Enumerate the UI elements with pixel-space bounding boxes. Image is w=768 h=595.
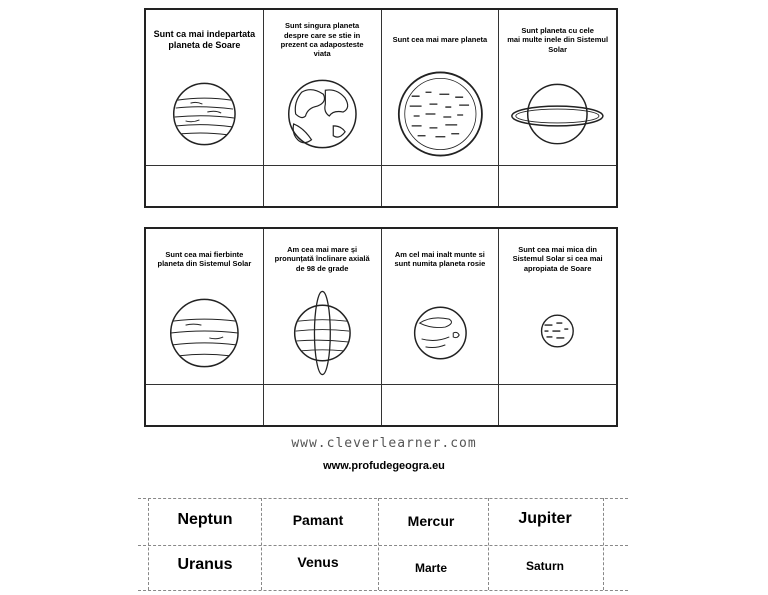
planet-icon: [146, 62, 263, 167]
cell-3: [382, 10, 500, 206]
cut-line-vertical: [488, 498, 489, 590]
cell-2: [264, 10, 382, 206]
clue-text: Sunt singura planeta despre care se stie in prezent ca adaposteste viata: [280, 21, 364, 59]
cell-7: [382, 229, 500, 425]
clue-text: Am cel mai inalt munte si sunt numita planeta rosie: [394, 249, 486, 268]
answer-box[interactable]: [146, 165, 263, 206]
answer-box[interactable]: [499, 384, 616, 425]
clue-text: Sunt ca mai indepartata planeta de Soare: [153, 28, 256, 50]
cell-8: [499, 229, 616, 425]
word-card-saturn[interactable]: Saturn: [525, 559, 564, 573]
cell-4: [499, 10, 616, 206]
answer-box[interactable]: [146, 384, 263, 425]
cut-line-vertical: [148, 498, 149, 590]
answer-box[interactable]: [499, 165, 616, 206]
word-card-pamant[interactable]: Pamant: [292, 512, 344, 528]
planet-icon: [382, 281, 499, 386]
cut-line-middle: [138, 545, 628, 546]
planet-icon: [382, 62, 499, 167]
clue-text: Sunt planeta cu cele mai multe inele din Sistemul Solar: [507, 25, 609, 54]
word-card-neptun[interactable]: Neptun: [177, 511, 233, 528]
cell-5: [146, 229, 264, 425]
clue-text: Sunt cea mai mica din Sistemul Solar si cea mai apropiata de Soare: [512, 244, 603, 273]
word-card-venus[interactable]: Venus: [297, 554, 339, 570]
word-card-marte[interactable]: Marte: [414, 561, 447, 575]
answer-box[interactable]: [382, 165, 499, 206]
answer-box[interactable]: [264, 165, 381, 206]
cell-6: [264, 229, 382, 425]
worksheet-row-1: [144, 8, 618, 208]
cell-1: [146, 10, 264, 206]
answer-box[interactable]: [264, 384, 381, 425]
cut-line-top: [138, 498, 628, 499]
worksheet-row-2: [144, 227, 618, 427]
planet-icon: [146, 281, 263, 386]
cut-line-vertical: [603, 498, 604, 590]
website-cleverlearner: www.cleverlearner.com: [291, 436, 477, 451]
clue-text: Sunt cea mai mare planeta: [392, 35, 488, 45]
planet-icon: [499, 281, 616, 386]
word-card-uranus[interactable]: Uranus: [177, 556, 233, 573]
planet-icon: [264, 62, 381, 167]
cut-line-bottom: [138, 590, 628, 591]
clue-text: Am cea mai mare și pronunțată înclinare axială de 98 de grade: [274, 244, 370, 273]
website-profudegeogra: www.profudegeogra.eu: [323, 460, 445, 472]
cut-line-vertical: [261, 498, 262, 590]
cut-line-vertical: [378, 498, 379, 590]
word-card-mercur[interactable]: Mercur: [407, 513, 455, 529]
planet-icon: [499, 62, 616, 167]
clue-text: Sunt cea mai fierbinte planeta din Sistemul Solar: [157, 249, 252, 268]
word-card-jupiter[interactable]: Jupiter: [518, 510, 572, 527]
planet-icon: [264, 281, 381, 386]
answer-box[interactable]: [382, 384, 499, 425]
